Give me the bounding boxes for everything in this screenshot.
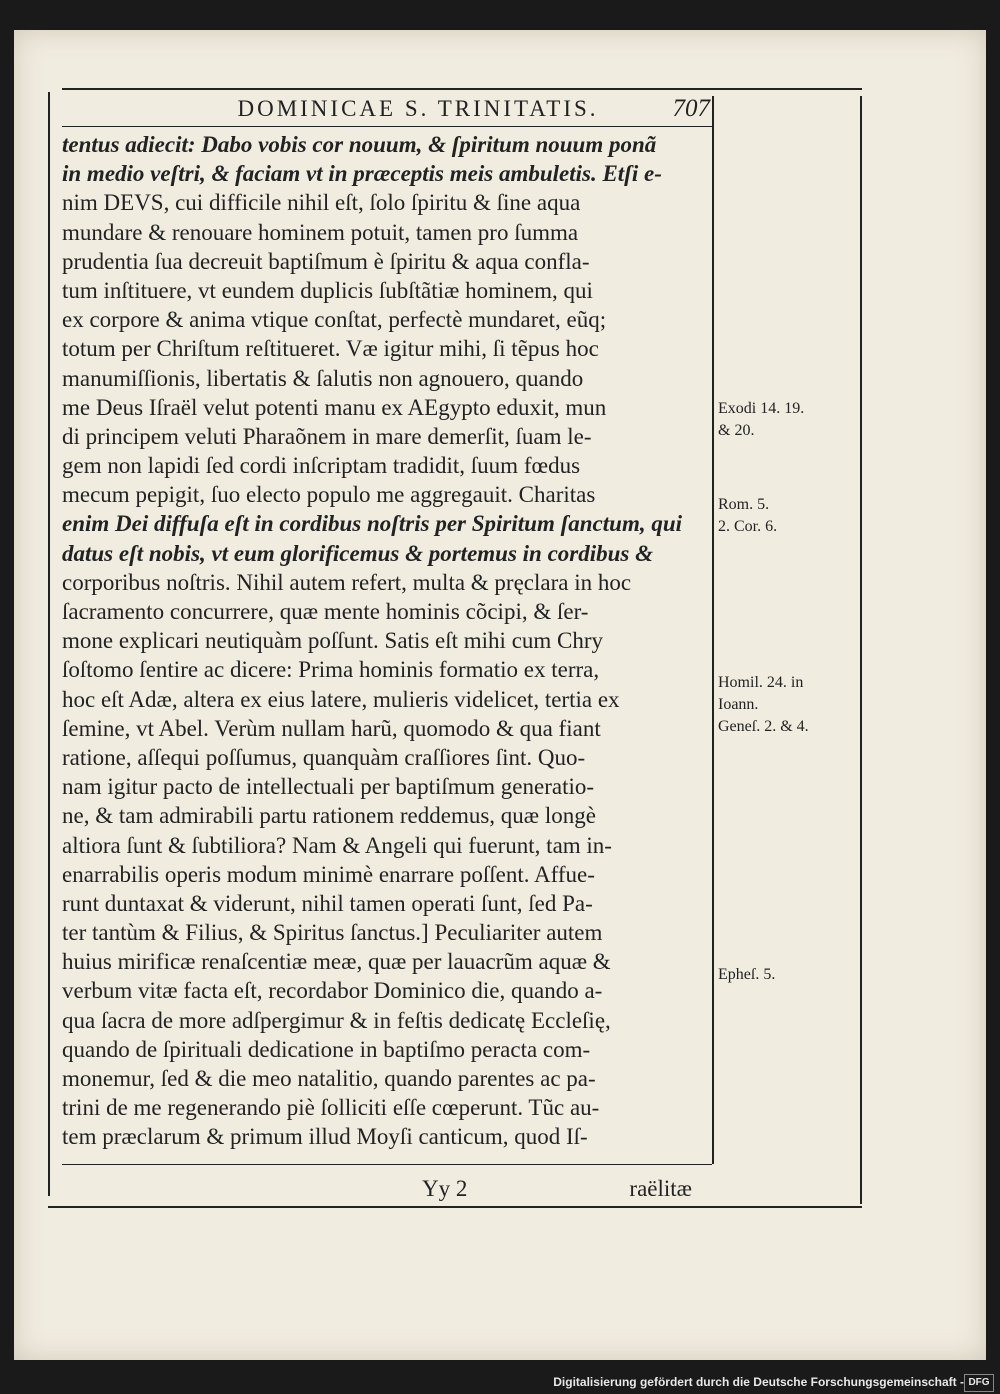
text-line: manumiſſionis, libertatis & ſalutis non agnouero, quando	[62, 365, 584, 391]
text-line: trini de me regenerando piè ſolliciti eſſe cœperunt. Tũc au-	[62, 1095, 600, 1121]
text-line: verbum vitæ facta eſt, recordabor Dominico die, quando a-	[62, 978, 603, 1004]
top-rule	[62, 88, 862, 90]
margin-note-line: & 20.	[718, 422, 755, 439]
catchword: raëlitæ	[629, 1176, 692, 1201]
running-head: DOMINICAE S. TRINITATIS.	[237, 96, 599, 121]
text-line: enarrabilis operis modum minimè enarrare poſſent. Affue-	[62, 861, 595, 887]
right-frame-rule	[860, 96, 862, 1204]
page-header	[48, 92, 718, 128]
text-line: di principem veluti Pharaõnem in mare demerſit, ſuam le-	[62, 423, 592, 449]
text-line: me Deus Iſraël velut potenti manu ex AEgypto eduxit, mun	[62, 394, 607, 420]
text-line: ſacramento concurrere, quæ mente hominis cõcipi, & ſer-	[62, 599, 589, 624]
digitization-credit: Digitalisierung gefördert durch die Deutsche Forschungsgemeinschaft -	[553, 1375, 964, 1389]
signature-mark: Yy 2	[422, 1176, 468, 1201]
text-line: corporibus noſtris. Nihil autem refert, multa & pręclara in hoc	[62, 569, 632, 595]
margin-note-line: Ioann.	[718, 696, 759, 713]
text-line: datus eſt nobis, vt eum glorificemus & portemus in cordibus &	[62, 540, 654, 566]
page-number: 707	[672, 95, 710, 122]
bottom-frame-rule	[48, 1206, 862, 1208]
text-line: enim Dei diffuſa eſt in cordibus noſtris per Spiritum ſanctum, qui	[62, 511, 683, 537]
margin-note-homily	[718, 672, 838, 738]
margin-note-ephesians	[718, 964, 838, 986]
text-line: mundare & renouare hominem potuit, tamen pro ſumma	[62, 219, 579, 245]
margin-note-line: Epheſ. 5.	[718, 966, 776, 983]
text-line: gem non lapidi ſed cordi inſcriptam tradidit, ſuum fœdus	[62, 453, 581, 479]
text-line: ſemine, vt Abel. Verùm nullam harũ, quomodo & qua fiant	[62, 715, 601, 741]
text-column-rule	[712, 96, 714, 1164]
text-line: ter tantùm & Filius, & Spiritus ſanctus.] Peculiariter autem	[62, 920, 603, 946]
text-line: nim DEVS, cui difficile nihil eſt, ſolo ſpiritu & ſine aqua	[62, 190, 581, 216]
text-line: tem præclarum & primum illud Moyſi canticum, quod Iſ-	[62, 1124, 588, 1150]
text-line: huius mirificæ renaſcentiæ meæ, quæ per lauacrũm aquæ &	[62, 949, 611, 975]
text-line: ex corpore & anima vtique conſtat, perfectè mundaret, eũq;	[62, 307, 607, 333]
text-line: tentus adiecit: Dabo vobis cor nouum, & ſpiritum nouum ponã	[62, 132, 657, 157]
text-line: ratione, aſſequi poſſumus, quanquàm craſſiores ſint. Quo-	[62, 744, 586, 770]
text-line: qua ſacra de more adſpergimur & in feſtis dedicatę Eccleſię,	[62, 1007, 611, 1033]
margin-note-line: 2. Cor. 6.	[718, 518, 778, 535]
text-line: nam igitur pacto de intellectuali per baptiſmum generatio-	[62, 774, 595, 800]
left-frame-rule	[48, 92, 50, 1196]
text-line: mone explicari neutiquàm poſſunt. Satis eſt mihi cum Chry	[62, 628, 604, 654]
text-line: tum inſtituere, vt eundem duplicis ſubſtãtiæ hominem, qui	[62, 277, 593, 303]
margin-note-romans	[718, 494, 838, 538]
margin-note-line: Exodi 14. 19.	[718, 400, 805, 417]
margin-note-exodus	[718, 398, 838, 442]
text-line: totum per Chriſtum reſtitueret. Væ igitur mihi, ſi tẽpus hoc	[62, 336, 599, 362]
body-text	[62, 130, 712, 1152]
dfg-logo: DFG	[964, 1374, 994, 1392]
page-footer	[62, 1172, 712, 1206]
text-line: in medio veſtri, & faciam vt in præceptis meis ambuletis. Etſi e-	[62, 161, 662, 187]
text-line: ſoſtomo ſentire ac dicere: Prima hominis formatio ex terra,	[62, 657, 600, 683]
text-line: ne, & tam admirabili partu rationem reddemus, quæ longè	[62, 803, 596, 829]
margin-note-line: Homil. 24. in	[718, 674, 804, 691]
text-line: runt duntaxat & viderunt, nihil tamen operati ſunt, ſed Pa-	[62, 890, 593, 916]
text-line: altiora ſunt & ſubtiliora? Nam & Angeli qui fuerunt, tam in-	[62, 832, 612, 858]
bottom-text-rule	[62, 1164, 712, 1165]
text-line: hoc eſt Adæ, altera ex eius latere, mulieris videlicet, tertia ex	[62, 686, 620, 712]
margin-note-line: Geneſ. 2. & 4.	[718, 718, 809, 735]
text-line: mecum pepigit, ſuo electo populo me aggregauit. Charitas	[62, 482, 596, 508]
text-line: quando de ſpirituali dedicatione in baptiſmo peracta com-	[62, 1036, 591, 1062]
text-line: monemur, ſed & die meo natalitio, quando parentes ac pa-	[62, 1066, 596, 1091]
text-line: prudentia ſua decreuit baptiſmum è ſpiritu & aqua confla-	[62, 248, 590, 274]
margin-note-line: Rom. 5.	[718, 496, 770, 513]
